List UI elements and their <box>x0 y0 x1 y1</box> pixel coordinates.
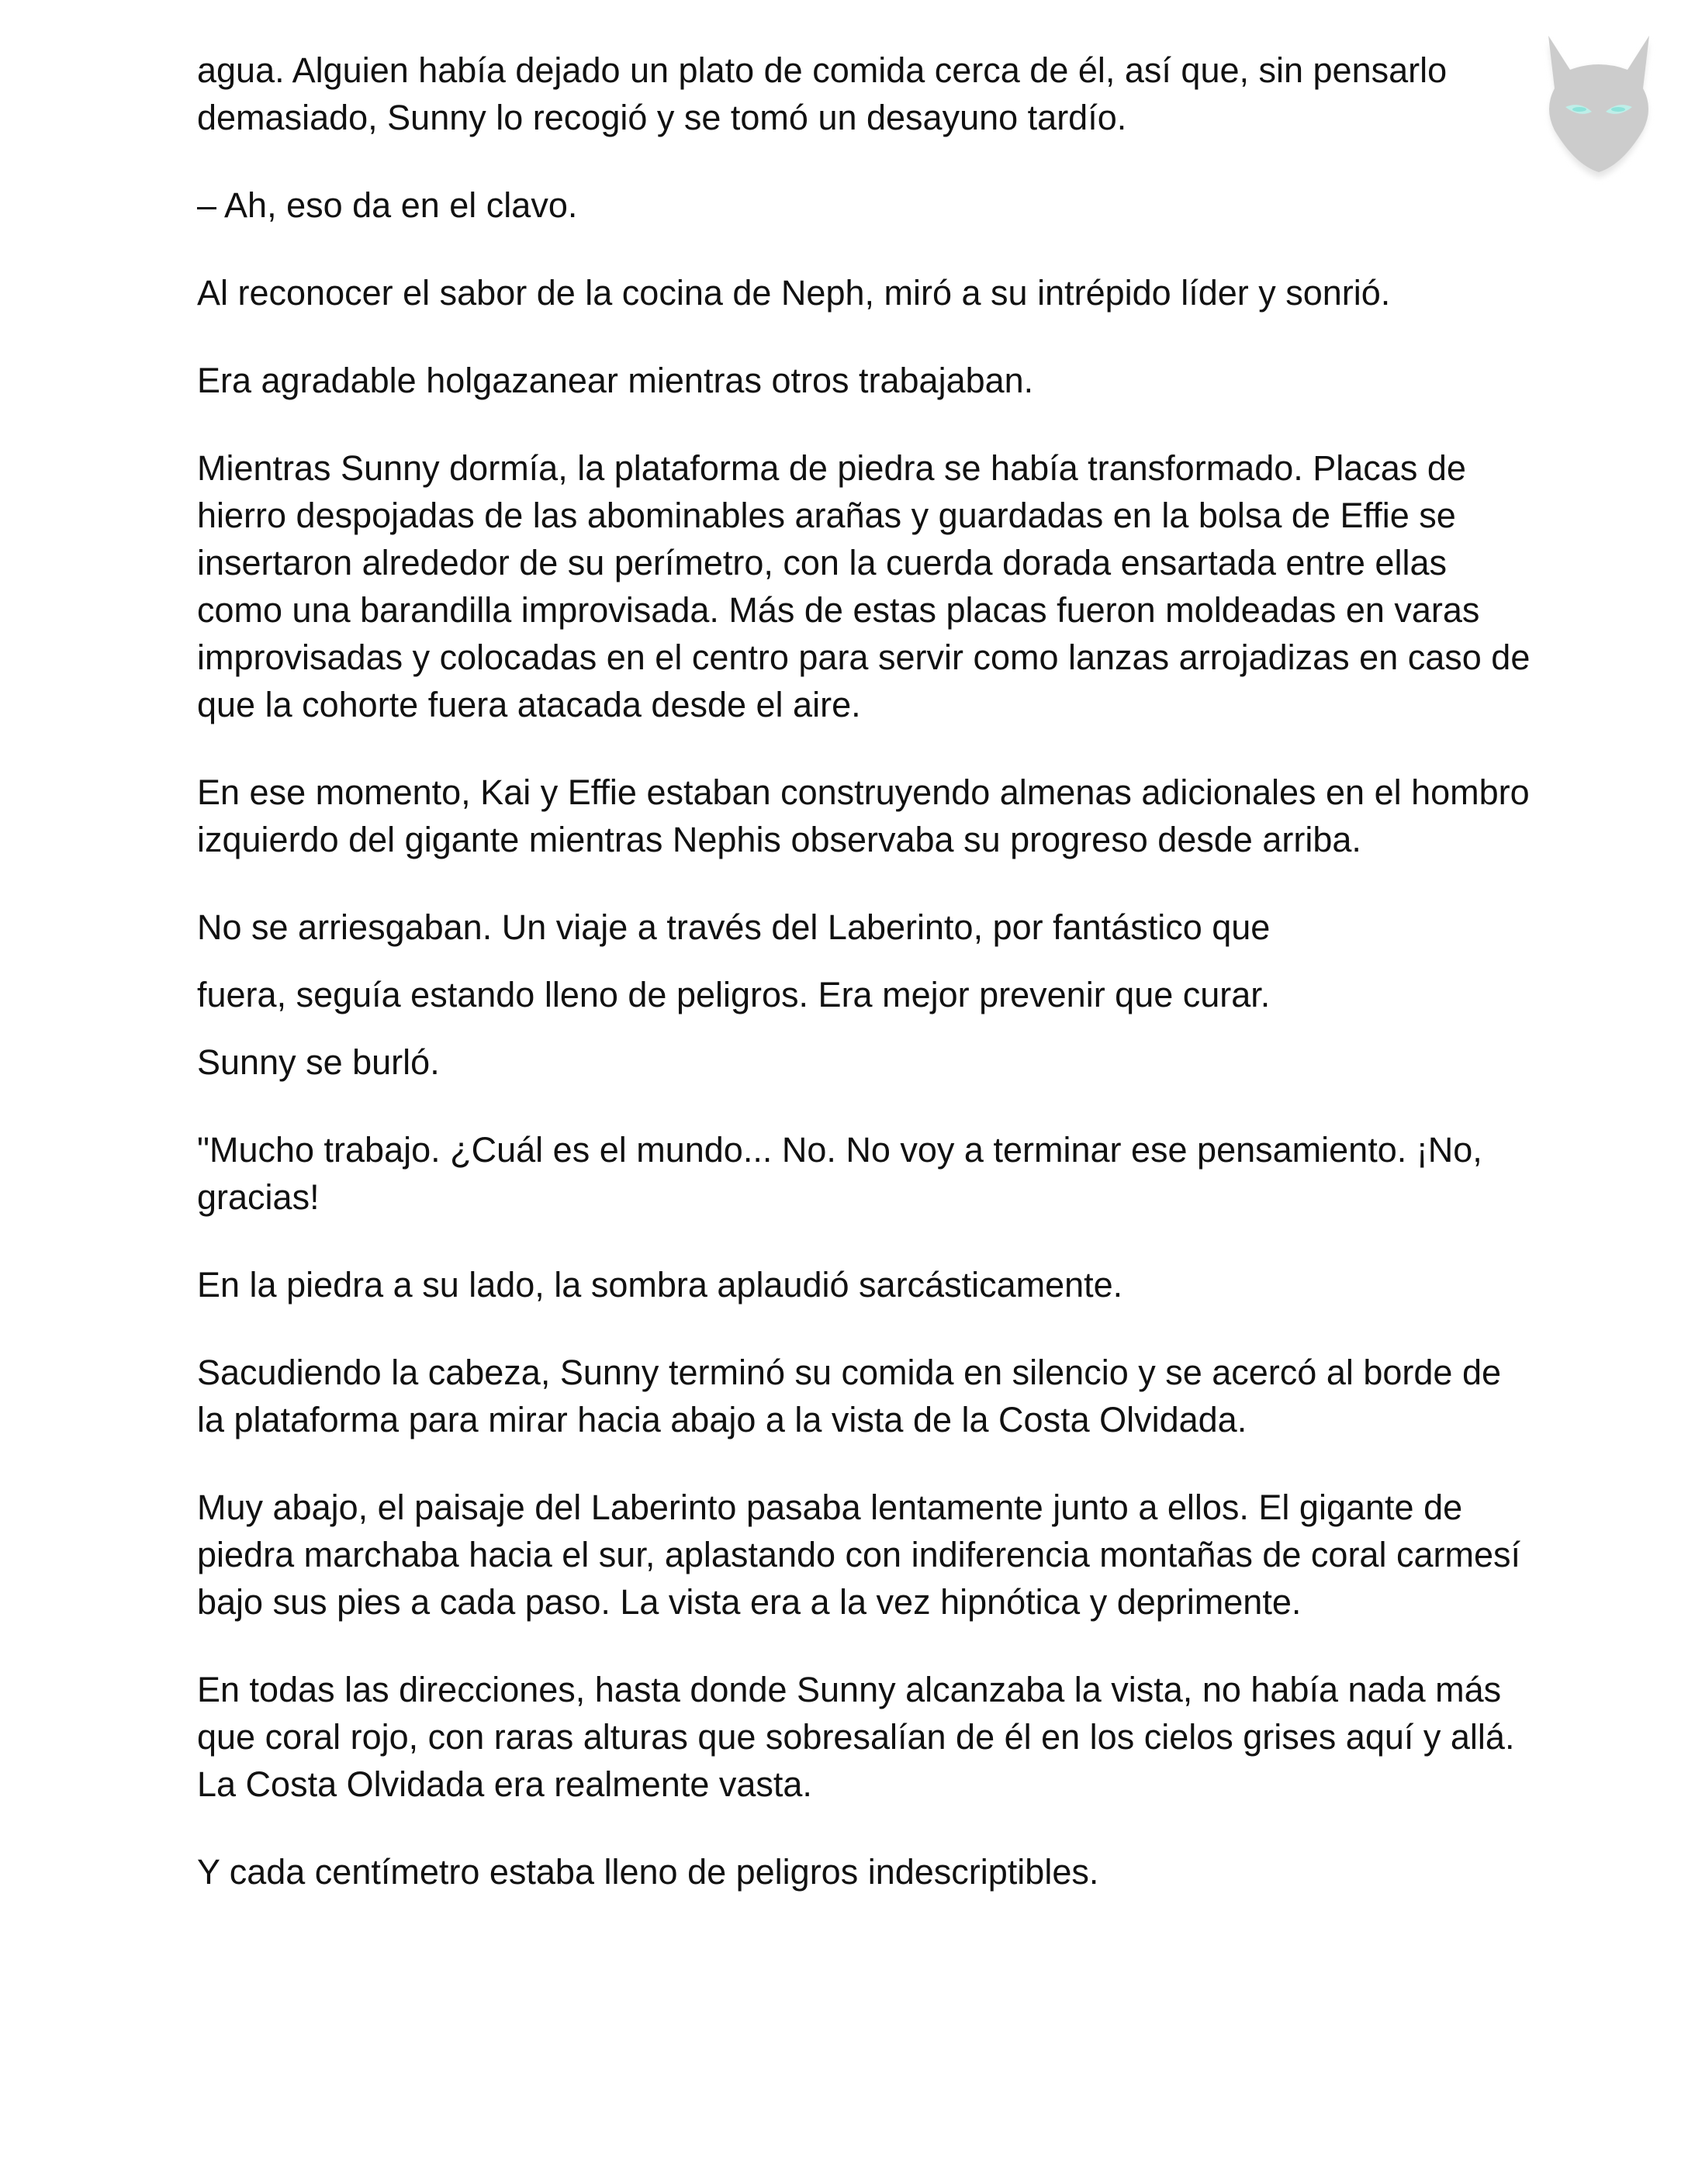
paragraph: fuera, seguía estando lleno de peligros. Era mejor prevenir que curar. <box>197 975 1271 1014</box>
paragraph: Sunny se burló. <box>197 1042 440 1082</box>
paragraph: Mientras Sunny dormía, la plataforma de piedra se había transformado. Placas de hierro despojadas de las abominables arañas y guardadas en la bolsa de Effie se insertaron alrededor de su perímetro, con la cuerda dorada ensartada entre ellas como una barandilla improvisada. Más de estas placas fueron moldeadas en varas improvisadas y colocadas en el centro para servir como lanzas arrojadizas en caso de que la cohorte fuera atacada desde el aire. <box>197 448 1531 724</box>
document-text <box>197 47 1531 1936</box>
paragraph: "Mucho trabajo. ¿Cuál es el mundo... No. No voy a terminar ese pensamiento. ¡No, gracias! <box>197 1130 1482 1217</box>
paragraph: En ese momento, Kai y Effie estaban construyendo almenas adicionales en el hombro izquierdo del gigante mientras Nephis observaba su progreso desde arriba. <box>197 772 1530 859</box>
paragraph: No se arriesgaban. Un viaje a través del Laberinto, por fantástico que <box>197 907 1271 947</box>
paragraph: En la piedra a su lado, la sombra aplaudió sarcásticamente. <box>197 1265 1123 1305</box>
horned-mask-icon <box>1525 14 1672 185</box>
paragraph: – Ah, eso da en el clavo. <box>197 185 578 225</box>
paragraph: Sacudiendo la cabeza, Sunny terminó su comida en silencio y se acercó al borde de la plataforma para mirar hacia abajo a la vista de la Costa Olvidada. <box>197 1353 1501 1439</box>
paragraph: Al reconocer el sabor de la cocina de Neph, miró a su intrépido líder y sonrió. <box>197 273 1391 313</box>
paragraph: Muy abajo, el paisaje del Laberinto pasaba lentamente junto a ellos. El gigante de piedra marchaba hacia el sur, aplastando con indiferencia montañas de coral carmesí bajo sus pies a cada paso. La vista era a la vez hipnótica y deprimente. <box>197 1488 1520 1622</box>
paragraph: Y cada centímetro estaba lleno de peligros indescriptibles. <box>197 1852 1099 1892</box>
paragraph: agua. Alguien había dejado un plato de comida cerca de él, así que, sin pensarlo demasiado, Sunny lo recogió y se tomó un desayuno tardío. <box>197 50 1448 137</box>
paragraph: En todas las direcciones, hasta donde Sunny alcanzaba la vista, no había nada más que coral rojo, con raras alturas que sobresalían de él en los cielos grises aquí y allá. La Costa Olvidada era realmente vasta. <box>197 1670 1515 1804</box>
paragraph: Era agradable holgazanear mientras otros trabajaban. <box>197 361 1034 400</box>
